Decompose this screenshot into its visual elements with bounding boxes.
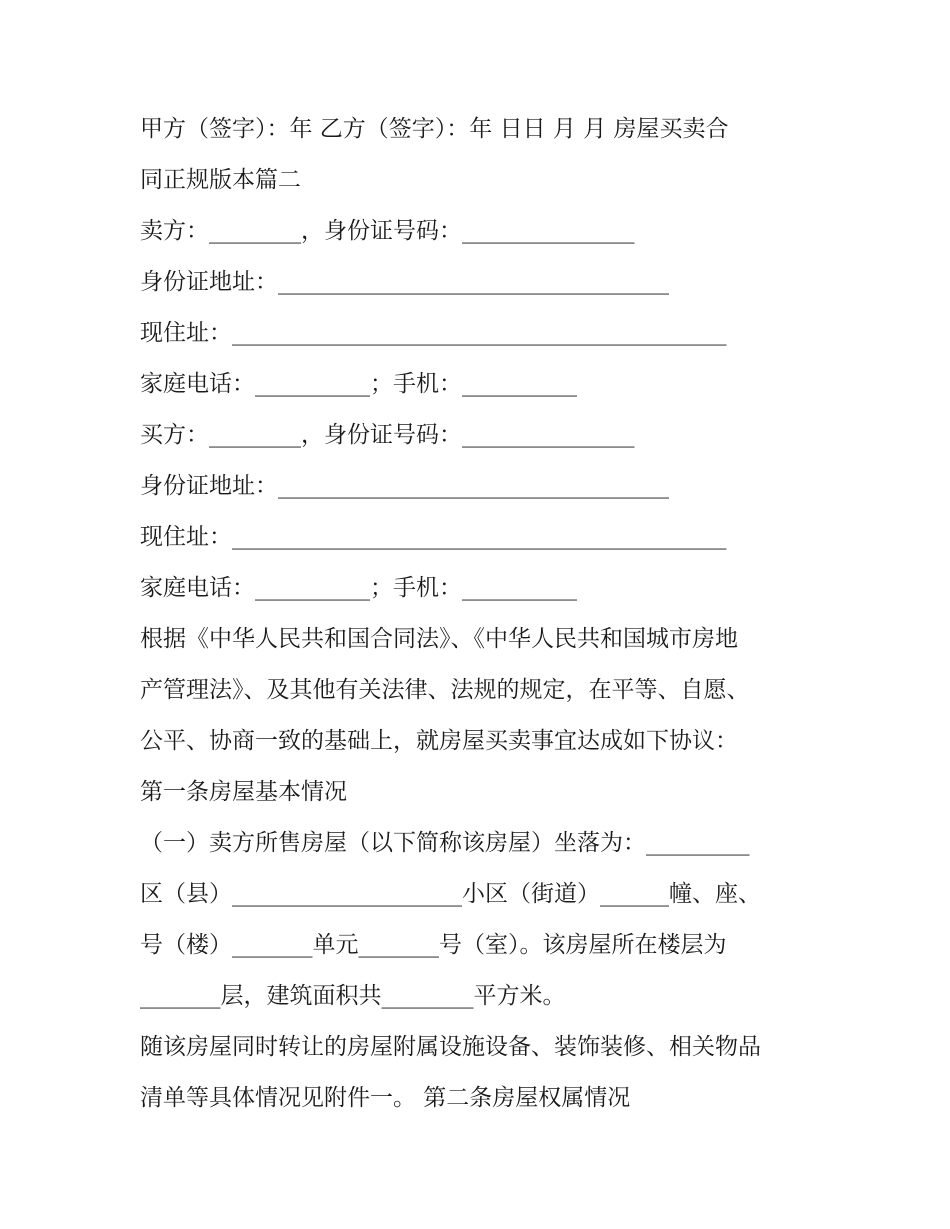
text-line-seller-current-address: 现住址：___________________________________________ xyxy=(140,320,727,346)
text-line-seller-phone: 家庭电话：__________；手机：__________ xyxy=(140,371,577,397)
text-line-seller-id-address: 身份证地址：__________________________________ xyxy=(140,269,669,295)
text-line-location-2: 区（县）____________________小区（街道）______幢、座、 xyxy=(140,881,761,907)
text-line-attachments-2: 清单等具体情况见附件一。 第二条房屋权属情况 xyxy=(140,1085,631,1111)
text-line-legal-basis-3: 公平、协商一致的基础上，就房屋买卖事宜达成如下协议： xyxy=(140,728,738,754)
text-line-floor-area: _______层，建筑面积共________平方米。 xyxy=(140,983,566,1009)
text-line-article-1-title: 第一条房屋基本情况 xyxy=(140,779,347,805)
text-line-buyer-phone: 家庭电话：__________；手机：__________ xyxy=(140,575,577,601)
text-line-legal-basis-2: 产管理法》、及其他有关法律、法规的规定，在平等、自愿、 xyxy=(140,677,750,703)
text-line-location-1: （一）卖方所售房屋（以下简称该房屋）坐落为：_________ xyxy=(140,830,750,856)
document-body xyxy=(140,104,820,1124)
text-line-seller-id: 卖方：________，身份证号码：_______________ xyxy=(140,218,635,244)
text-line-buyer-id: 买方：________，身份证号码：_______________ xyxy=(140,422,635,448)
text-line-buyer-id-address: 身份证地址：__________________________________ xyxy=(140,473,669,499)
text-line-buyer-current-address: 现住址：___________________________________________ xyxy=(140,524,727,550)
text-line-location-3: 号（楼）_______单元_______号（室）。该房屋所在楼层为 xyxy=(140,932,727,958)
text-line-heading-version: 同正规版本篇二 xyxy=(140,167,301,193)
text-line-legal-basis-1: 根据《中华人民共和国合同法》、《中华人民共和国城市房地 xyxy=(140,626,738,652)
text-line-attachments-1: 随该房屋同时转让的房屋附属设施设备、装饰装修、相关物品 xyxy=(140,1034,761,1060)
text-line-signature: 甲方（签字）：年 乙方（签字）：年 日日 月 月 房屋买卖合 xyxy=(140,116,729,142)
